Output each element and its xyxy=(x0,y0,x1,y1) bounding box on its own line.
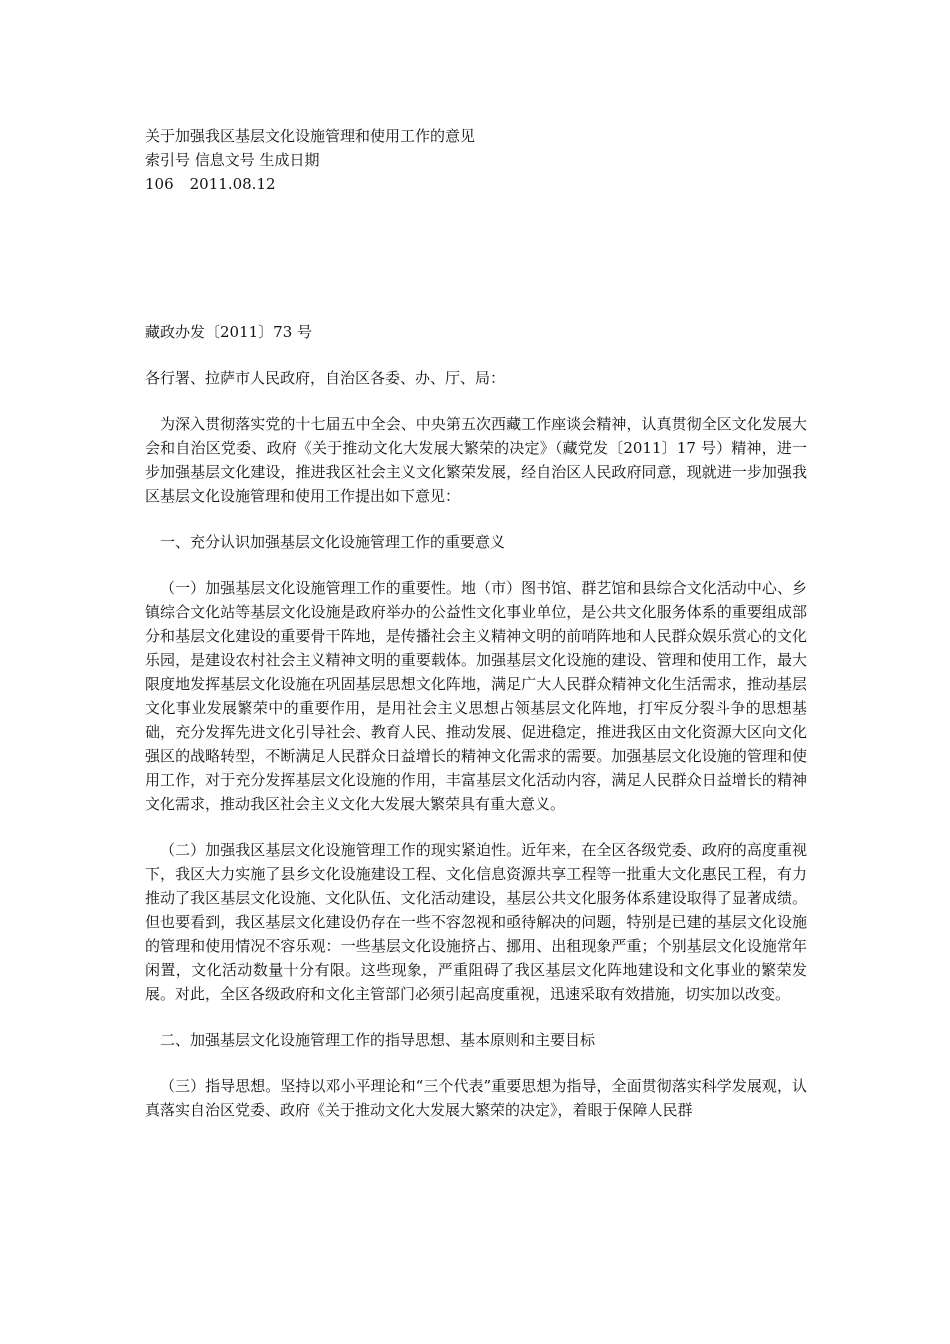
document-page xyxy=(145,124,807,1122)
meta-date: 2011.08.12 xyxy=(189,175,276,193)
meta-labels: 索引号 信息文号 生成日期 xyxy=(145,151,320,169)
paragraph-1: （一）加强基层文化设施管理工作的重要性。地（市）图书馆、群艺馆和县综合文化活动中心、乡镇综合文化站等基层文化设施是政府举办的公益性文化事业单位，是公共文化服务体系的重要组成部分和基层文化建设的重要骨干阵地，是传播社会主义精神文明的前哨阵地和人民群众娱乐赏心的文化乐园，是建设农村社会主义精神文明的重要载体。加强基层文化设施的建设、管理和使用工作，最大限度地发挥基层文化设施在巩固基层思想文化阵地，满足广大人民群众精神文化生活需求，推动基层文化事业发展繁荣中的重要作用，是用社会主义思想占领基层文化阵地，打牢反分裂斗争的思想基础，充分发挥先进文化引导社会、教育人民、推动发展、促进稳定，推进我区由文化资源大区向文化强区的战略转型，不断满足人民群众日益增长的精神文化需求的需要。加强基层文化设施的管理和使用工作，对于充分发挥基层文化设施的作用，丰富基层文化活动内容，满足人民群众日益增长的精神文化需求，推动我区社会主义文化大发展大繁荣具有重大意义。 xyxy=(145,579,807,813)
spacer xyxy=(145,508,807,530)
meta-values xyxy=(145,172,807,196)
meta-index: 106 xyxy=(145,175,174,193)
spacer xyxy=(145,196,807,320)
section-heading-2: 二、加强基层文化设施管理工作的指导思想、基本原则和主要目标 xyxy=(160,1031,596,1049)
spacer xyxy=(145,816,807,838)
spacer xyxy=(145,344,807,366)
paragraph-3: （三）指导思想。坚持以邓小平理论和“三个代表”重要思想为指导，全面贯彻落实科学发展观，认真落实自治区党委、政府《关于推动文化大发展大繁荣的决定》，着眼于保障人民群 xyxy=(145,1077,807,1119)
intro-paragraph: 为深入贯彻落实党的十七届五中全会、中央第五次西藏工作座谈会精神，认真贯彻全区文化发展大会和自治区党委、政府《关于推动文化大发展大繁荣的决定》（藏党发〔2011〕17 号）精神，进一步加强基层文化建设，推进我区社会主义文化繁荣发展，经自治区人民政府同意，现就进一步加强我区基层文化设施管理和使用工作提出如下意见： xyxy=(145,415,807,505)
document-number: 藏政办发〔2011〕73 号 xyxy=(145,323,313,341)
paragraph-2: （二）加强我区基层文化设施管理工作的现实紧迫性。近年来，在全区各级党委、政府的高度重视下，我区大力实施了县乡文化设施建设工程、文化信息资源共享工程等一批重大文化惠民工程，有力推动了我区基层文化设施、文化队伍、文化活动建设，基层公共文化服务体系建设取得了显著成绩。但也要看到，我区基层文化建设仍存在一些不容忽视和亟待解决的问题，特别是已建的基层文化设施的管理和使用情况不容乐观：一些基层文化设施挤占、挪用、出租现象严重；个别基层文化设施常年闲置，文化活动数量十分有限。这些现象，严重阻碍了我区基层文化阵地建设和文化事业的繁荣发展。对此，全区各级政府和文化主管部门必须引起高度重视，迅速采取有效措施，切实加以改变。 xyxy=(145,841,807,1003)
document-title: 关于加强我区基层文化设施管理和使用工作的意见 xyxy=(145,127,476,145)
spacer xyxy=(145,554,807,576)
section-heading-1: 一、充分认识加强基层文化设施管理工作的重要意义 xyxy=(160,533,506,551)
spacer xyxy=(145,1052,807,1074)
addressee: 各行署、拉萨市人民政府，自治区各委、办、厅、局： xyxy=(145,369,506,387)
spacer xyxy=(145,390,807,412)
spacer xyxy=(145,1006,807,1028)
